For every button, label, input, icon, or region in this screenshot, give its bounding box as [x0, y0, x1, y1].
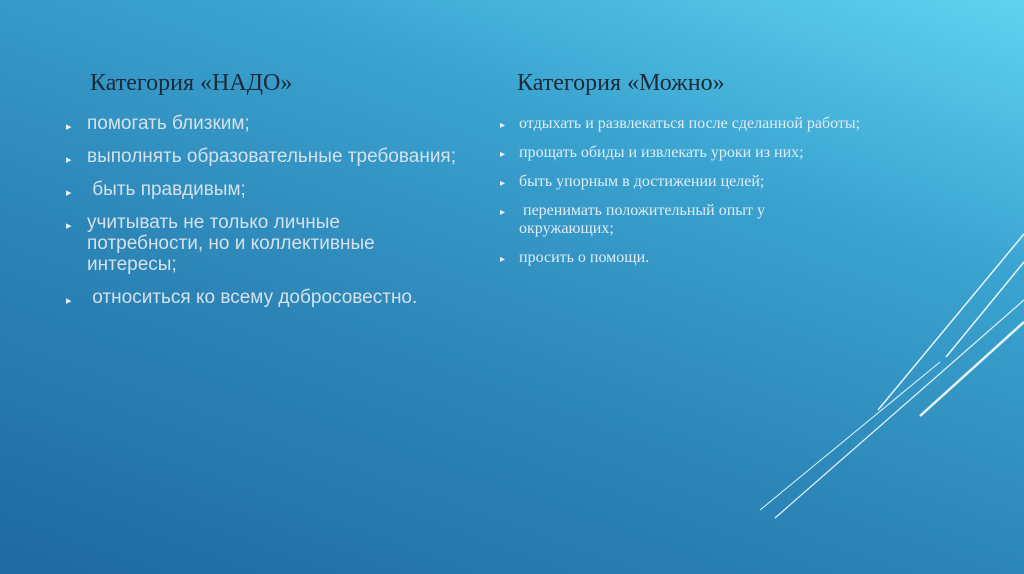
- triangle-bullet-icon: ▸: [66, 154, 72, 166]
- triangle-bullet-icon: ▸: [500, 254, 506, 265]
- list-item-text: прощать обиды и извлекать уроки из них;: [519, 144, 804, 161]
- list-item-text: отдыхать и развлекаться после сделанной работы;: [519, 115, 861, 132]
- diagonal-line: [760, 362, 940, 510]
- triangle-bullet-icon: ▸: [500, 149, 506, 160]
- triangle-bullet-icon: ▸: [66, 187, 72, 199]
- triangle-bullet-icon: ▸: [500, 120, 506, 131]
- list-item-text: просить о помощи.: [519, 249, 650, 266]
- list-item-text: помогать близким;: [87, 113, 250, 134]
- triangle-bullet-icon: ▸: [66, 295, 72, 307]
- list-item-text: перенимать положительный опыт у окружающих;: [519, 202, 769, 237]
- list-item-text: относиться ко всему добросовестно.: [87, 287, 418, 308]
- triangle-bullet-icon: ▸: [66, 220, 72, 232]
- right-column-title: Категория «Можно»: [517, 70, 725, 96]
- list-item-text: выполнять образовательные требования;: [87, 146, 456, 167]
- triangle-bullet-icon: ▸: [500, 207, 506, 218]
- triangle-bullet-icon: ▸: [66, 121, 72, 133]
- left-column-title: Категория «НАДО»: [90, 70, 293, 96]
- list-item-text: учитывать не только личные потребности, но и коллективные интересы;: [87, 212, 375, 275]
- list-item-text: быть правдивым;: [87, 179, 246, 200]
- diagonal-line: [920, 322, 1024, 416]
- triangle-bullet-icon: ▸: [500, 178, 506, 189]
- diagonal-line: [775, 300, 1024, 518]
- list-item-text: быть упорным в достижении целей;: [519, 173, 765, 190]
- diagonal-line: [878, 234, 1024, 410]
